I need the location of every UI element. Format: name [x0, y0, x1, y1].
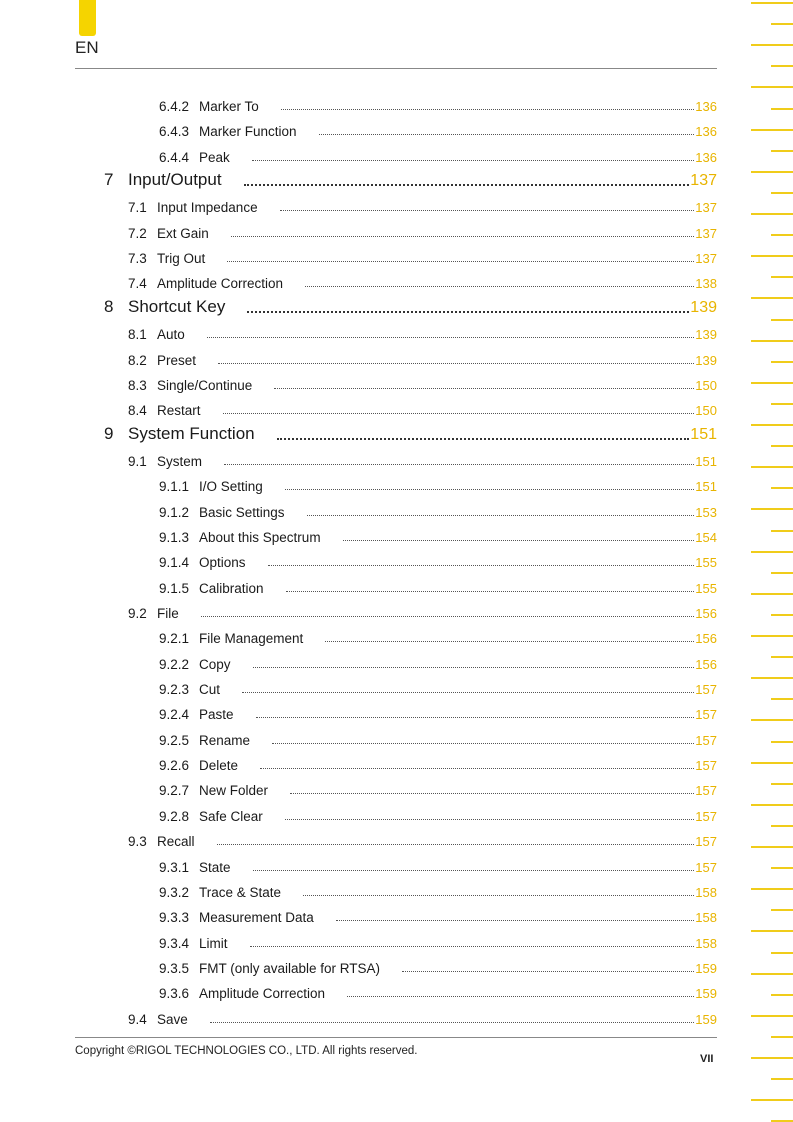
ruler-tick	[751, 551, 793, 553]
ruler-tick	[751, 719, 793, 721]
toc-entry-title: Cut	[199, 682, 221, 698]
toc-entry[interactable]	[104, 165, 717, 190]
toc-entry-title: System Function	[128, 423, 255, 443]
dot-leader	[244, 184, 690, 186]
toc-entry-number: 9.1.2	[159, 504, 190, 520]
toc-entry-page: 137	[690, 172, 717, 190]
toc-entry-number: 9.3.1	[159, 859, 190, 875]
dot-leader	[305, 286, 694, 287]
toc-entry-title: Save	[157, 1011, 188, 1027]
toc-entry-page: 153	[695, 504, 717, 520]
ruler-tick	[751, 171, 793, 173]
toc-entry[interactable]	[128, 190, 717, 215]
ruler-tick	[771, 572, 793, 574]
toc-entry-title: Copy	[199, 656, 231, 672]
dot-leader	[201, 616, 695, 617]
toc-entry-page: 157	[695, 834, 717, 850]
dot-leader	[325, 641, 694, 642]
ruler-tick	[771, 108, 793, 110]
dot-leader	[319, 134, 695, 135]
ruler-tick	[751, 973, 793, 975]
dot-leader	[223, 413, 695, 414]
toc-entry-page: 150	[695, 403, 717, 419]
toc-entry-page: 136	[695, 99, 717, 114]
toc-entry[interactable]	[104, 419, 717, 444]
dot-leader	[268, 565, 695, 566]
toc-entry[interactable]	[159, 850, 717, 875]
toc-entry[interactable]	[128, 266, 717, 291]
toc-entry-title: FMT (only available for RTSA)	[199, 960, 381, 976]
ruler-tick	[751, 635, 793, 637]
toc-entry-number: 9.4	[128, 1011, 147, 1027]
toc-entry-title: State	[199, 859, 231, 875]
language-label: EN	[75, 38, 99, 57]
toc-entry-title: Calibration	[199, 580, 264, 596]
toc-entry-number: 7.4	[128, 276, 147, 292]
toc-entry-page: 157	[695, 682, 717, 698]
toc-entry[interactable]	[159, 672, 717, 697]
toc-entry[interactable]	[159, 545, 717, 570]
dot-leader	[343, 540, 695, 541]
toc-entry-number: 9.2.1	[159, 631, 190, 647]
dot-leader	[290, 793, 694, 794]
ruler-tick	[771, 276, 793, 278]
toc-entry-page: 137	[695, 251, 717, 267]
dot-leader	[336, 920, 694, 921]
toc-entry-page: 159	[695, 986, 717, 1002]
toc-entry[interactable]	[159, 621, 717, 646]
ruler-tick	[771, 994, 793, 996]
toc-entry-title: Marker To	[199, 99, 259, 114]
toc-entry-title: Recall	[157, 834, 195, 850]
toc-entry[interactable]	[128, 444, 717, 469]
toc-entry-number: 9.1.3	[159, 529, 190, 545]
toc-entry-page: 156	[695, 631, 717, 647]
toc-entry-title: I/O Setting	[199, 479, 263, 495]
ruler-tick	[751, 846, 793, 848]
toc-entry-page: 158	[695, 884, 717, 900]
dot-leader	[231, 236, 695, 237]
ruler-tick	[771, 741, 793, 743]
ruler-tick	[751, 213, 793, 215]
toc-entry[interactable]	[159, 976, 717, 1001]
toc-entry-title: Amplitude Correction	[157, 276, 284, 292]
ruler-tick	[771, 825, 793, 827]
toc-entry-page: 158	[695, 935, 717, 951]
footer-divider	[75, 1037, 717, 1038]
toc-entry-number: 9.2.8	[159, 808, 190, 824]
toc-entry-title: Amplitude Correction	[199, 986, 326, 1002]
toc-entry[interactable]	[159, 89, 717, 114]
toc-entry[interactable]	[159, 773, 717, 798]
dot-leader	[274, 388, 694, 389]
toc-entry-page: 157	[695, 732, 717, 748]
toc-entry-page: 136	[695, 124, 717, 140]
toc-entry-number: 9.3.2	[159, 884, 190, 900]
toc-entry[interactable]	[104, 292, 717, 317]
dot-leader	[224, 464, 694, 465]
ruler-tick	[771, 867, 793, 869]
toc-entry[interactable]	[159, 900, 717, 925]
ruler-tick	[771, 783, 793, 785]
header-divider	[75, 68, 717, 69]
ruler-tick	[771, 234, 793, 236]
ruler-tick	[771, 656, 793, 658]
dot-leader	[207, 337, 695, 338]
ruler-tick	[771, 361, 793, 363]
toc-entry-title: New Folder	[199, 783, 269, 799]
toc-entry-number: 9.3.4	[159, 935, 190, 951]
toc-entry[interactable]	[159, 140, 717, 165]
toc-entry-title: File Management	[199, 631, 304, 647]
toc-entry-page: 159	[695, 1011, 717, 1027]
dot-leader	[253, 667, 695, 668]
toc-entry-page: 157	[695, 859, 717, 875]
ruler-tick	[771, 614, 793, 616]
toc-entry-number: 9.1.4	[159, 555, 190, 571]
toc-entry-title: Input/Output	[128, 170, 222, 190]
toc-entry[interactable]	[159, 495, 717, 520]
toc-entry[interactable]	[159, 723, 717, 748]
toc-entry[interactable]	[159, 926, 717, 951]
toc-entry[interactable]	[128, 241, 717, 266]
ruler-tick	[751, 677, 793, 679]
dot-leader	[285, 819, 695, 820]
toc-entry-title: Safe Clear	[199, 808, 263, 824]
ruler-tick	[751, 593, 793, 595]
toc-entry-title: Measurement Data	[199, 910, 314, 926]
toc-entry-number: 7	[104, 170, 114, 190]
toc-entry-number: 9.2.2	[159, 656, 190, 672]
toc-entry-number: 9.3.5	[159, 960, 190, 976]
dot-leader	[347, 996, 694, 997]
toc-entry-title: Trig Out	[157, 251, 206, 267]
toc-entry-title: Auto	[157, 327, 185, 343]
dot-leader	[277, 438, 690, 440]
toc-entry-title: Options	[199, 555, 246, 571]
toc-entry-number: 9.2.5	[159, 732, 190, 748]
toc-entry-number: 9.2	[128, 606, 147, 621]
toc-entry-title: Ext Gain	[157, 225, 209, 241]
ruler-tick	[771, 403, 793, 405]
copyright-notice: Copyright ©RIGOL TECHNOLOGIES CO., LTD. All rights reserved.	[75, 1045, 418, 1057]
toc-entry-title: Input Impedance	[157, 200, 258, 216]
toc-entry-title: Rename	[199, 732, 251, 748]
ruler-tick	[771, 698, 793, 700]
toc-entry-number: 9.3.6	[159, 986, 190, 1002]
ruler-tick	[751, 382, 793, 384]
toc-entry-number: 9.1	[128, 453, 147, 469]
toc-entry-page: 151	[690, 425, 717, 443]
toc-entry[interactable]	[128, 343, 717, 368]
dot-leader	[250, 946, 695, 947]
toc-entry-page: 157	[695, 783, 717, 799]
ruler-tick	[751, 86, 793, 88]
toc-entry-title: Peak	[199, 149, 230, 165]
toc-entry-title: Shortcut Key	[128, 296, 226, 316]
ruler-tick	[751, 930, 793, 932]
toc-entry-title: System	[157, 453, 203, 469]
ruler-tick	[771, 65, 793, 67]
toc-entry-page: 137	[695, 225, 717, 241]
toc-entry-number: 8.1	[128, 327, 147, 343]
ruler-tick	[771, 192, 793, 194]
dot-leader	[218, 363, 694, 364]
toc-entry-title: Limit	[199, 935, 228, 951]
toc-entry[interactable]	[128, 368, 717, 393]
ruler-tick	[751, 424, 793, 426]
side-ruler	[750, 0, 793, 1122]
toc-entry-page: 154	[695, 529, 717, 545]
toc-entry-number: 6.4.2	[159, 99, 190, 114]
dot-leader	[286, 591, 695, 592]
toc-entry-title: Basic Settings	[199, 504, 285, 520]
toc-entry-title: Trace & State	[199, 884, 282, 900]
ruler-tick	[751, 466, 793, 468]
toc-entry[interactable]	[159, 875, 717, 900]
toc-entry[interactable]	[159, 571, 717, 596]
toc-entry[interactable]	[128, 317, 717, 342]
toc-entry[interactable]	[159, 647, 717, 672]
toc-entry-title: File	[157, 606, 179, 621]
toc-entry[interactable]	[159, 697, 717, 722]
toc-entry[interactable]	[128, 596, 717, 621]
dot-leader	[307, 515, 695, 516]
toc-entry-number: 6.4.3	[159, 124, 190, 140]
dot-leader	[253, 870, 695, 871]
dot-leader	[247, 311, 689, 313]
ruler-tick	[771, 530, 793, 532]
ruler-tick	[771, 1036, 793, 1038]
toc-entry-title: Paste	[199, 707, 234, 723]
ruler-tick	[771, 487, 793, 489]
toc-entry[interactable]	[159, 520, 717, 545]
ruler-tick	[751, 297, 793, 299]
ruler-tick	[751, 340, 793, 342]
ruler-tick	[771, 150, 793, 152]
toc-entry-number: 6.4.4	[159, 149, 190, 165]
toc-entry-number: 9.2.4	[159, 707, 190, 723]
dot-leader	[303, 895, 694, 896]
toc-entry-number: 8	[104, 296, 114, 316]
toc-entry-number: 9.2.3	[159, 682, 190, 698]
toc-entry-page: 137	[695, 200, 717, 216]
ruler-tick	[751, 888, 793, 890]
toc-entry-title: Delete	[199, 758, 239, 774]
toc-entry-page: 156	[695, 656, 717, 672]
toc-entry-title: Marker Function	[199, 124, 297, 140]
ruler-tick	[751, 762, 793, 764]
toc-entry[interactable]	[128, 824, 717, 849]
toc-entry-page: 155	[695, 555, 717, 571]
toc-entry-number: 9.2.6	[159, 758, 190, 774]
dot-leader	[252, 160, 695, 161]
toc-entry[interactable]	[159, 799, 717, 824]
ruler-tick	[751, 1057, 793, 1059]
toc-entry-number: 9.1.5	[159, 580, 190, 596]
toc-entry-page: 139	[690, 298, 717, 316]
ruler-tick	[751, 804, 793, 806]
toc-entry[interactable]	[128, 216, 717, 241]
ruler-tick	[751, 508, 793, 510]
dot-leader	[285, 489, 695, 490]
dot-leader	[217, 844, 695, 845]
toc-entry-number: 7.3	[128, 251, 147, 267]
toc-entry-number: 8.4	[128, 403, 147, 419]
toc-entry-title: Restart	[157, 403, 201, 419]
toc-entry-title: About this Spectrum	[199, 529, 321, 545]
ruler-tick	[771, 1078, 793, 1080]
toc-entry-page: 139	[695, 352, 717, 368]
toc-entry-number: 9.2.7	[159, 783, 190, 799]
ruler-tick	[771, 319, 793, 321]
toc-entry-number: 7.1	[128, 200, 147, 216]
toc-entry-title: Preset	[157, 352, 197, 368]
toc-entry-page: 150	[695, 377, 717, 393]
toc-entry[interactable]	[159, 748, 717, 773]
ruler-tick	[771, 445, 793, 447]
toc-entry-page: 136	[695, 149, 717, 165]
ruler-tick	[751, 129, 793, 131]
toc-entry-page: 156	[695, 606, 717, 621]
ruler-tick	[771, 952, 793, 954]
toc-entry[interactable]	[159, 469, 717, 494]
toc-entry-title: Single/Continue	[157, 377, 253, 393]
ruler-tick	[751, 255, 793, 257]
dot-leader	[242, 692, 694, 693]
toc-entry[interactable]	[159, 951, 717, 976]
toc-entry-number: 9.3	[128, 834, 147, 850]
toc-entry-number: 9	[104, 423, 114, 443]
toc-entry-page: 138	[695, 276, 717, 292]
ruler-tick	[771, 909, 793, 911]
toc-entry-page: 159	[695, 960, 717, 976]
toc-entry-page: 151	[695, 453, 717, 469]
dot-leader	[210, 1022, 695, 1023]
toc-entry-page: 157	[695, 707, 717, 723]
toc-entry-number: 7.2	[128, 225, 147, 241]
ruler-tick	[771, 23, 793, 25]
toc-entry-page: 151	[695, 479, 717, 495]
ruler-tick	[751, 1099, 793, 1101]
page-number: VII	[700, 1053, 714, 1065]
chapter-tab-marker	[79, 0, 96, 36]
toc-entry-number: 9.1.1	[159, 479, 190, 495]
dot-leader	[272, 743, 694, 744]
toc-entry[interactable]	[128, 1002, 717, 1027]
toc-entry-number: 9.3.3	[159, 910, 190, 926]
dot-leader	[256, 717, 695, 718]
ruler-tick	[751, 44, 793, 46]
toc-entry[interactable]	[159, 114, 717, 139]
toc-entry[interactable]	[128, 393, 717, 418]
toc-entry-page: 139	[695, 327, 717, 343]
toc-entry-page: 158	[695, 910, 717, 926]
ruler-tick	[751, 2, 793, 4]
toc-entry-page: 157	[695, 758, 717, 774]
ruler-tick	[751, 1015, 793, 1017]
dot-leader	[402, 971, 694, 972]
toc-entry-page: 157	[695, 808, 717, 824]
toc-entry-number: 8.3	[128, 377, 147, 393]
dot-leader	[227, 261, 694, 262]
toc-entry-number: 8.2	[128, 352, 147, 368]
dot-leader	[281, 109, 695, 110]
dot-leader	[260, 768, 694, 769]
dot-leader	[280, 210, 695, 211]
toc-entry-page: 155	[695, 580, 717, 596]
